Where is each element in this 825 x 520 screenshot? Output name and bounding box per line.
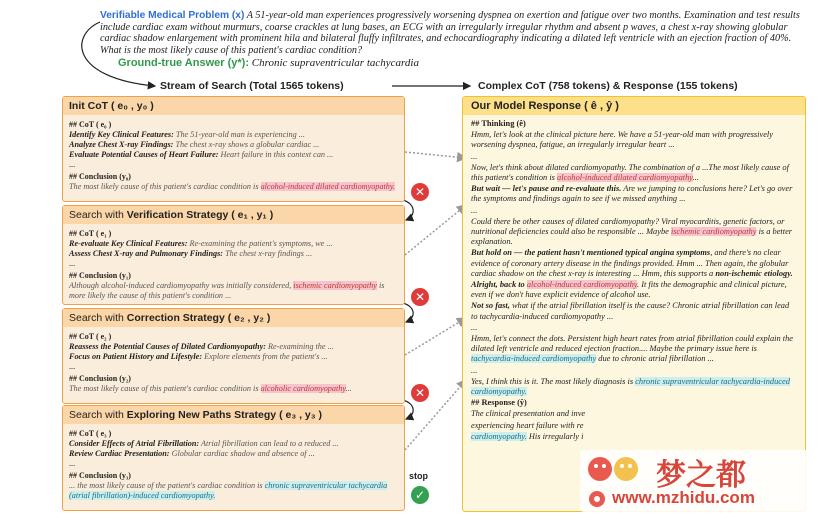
complex-title: Complex CoT (758 tokens) & Response (155 tokens) (478, 80, 738, 92)
watermark-emoji-icon (586, 454, 644, 489)
stream-title: Stream of Search (Total 1565 tokens) (160, 80, 344, 92)
problem-text: A 51-year-old man experiences progressively worsening dyspnea on exertion and fatigue over two months. Examination and test results include cardiac exam without murmurs, coarse crackles at lung bases, an ECG with an irregularly irregular rhythm and absent p waves, a chest x-ray showing globular cardiac shadow enlargement with prominent hila and bilateral fluffy infiltrates, and echocardiography indicating a dilated left ventricle with an ejection fraction of 40%. What is the most likely cause of this patient's cardiac condition? (100, 10, 800, 56)
model-response-box: Our Model Response ( ê , ŷ ) ## Thinking (ê) Hmm, let's look at the clinical picture here. We have a 51-year-old man with progressively worsening dyspnea, fatigue, an irregularly irregular heart ... ... Now, let's think about dilated cardiomyopathy. The combination of a ...The most likely cause of this patient's condition is alcohol-induced dilated cardiomyopathy... But wait — let's pause and re-evaluate this. Are we jumping to conclusions here? Let's go over the symptoms and findings again to see if we missed anything ... ... Could there be other causes of dilated cardiomyopathy? Viral myocarditis, genetic factors, or nutritional deficiencies could also be responsible ... Maybe ischemic cardiomyopathy is a better explanation. But hold on — the patient hasn't mentioned typical angina symptoms, and there's no clear evidence of coronary artery disease in the findings provided. Hmm ... Then again, the globular cardiac shadow on the chest x-ray is interesting ... Hmm, this supports a non-ischemic etiology. Alright, back to alcohol-induced cardiomyopathy. It fits the demographic and clinical picture, even if we don't have explicit evidence of alcohol use. Not so fast, what if the atrial fibrillation itself is the cause? Chronic atrial fibrillation can lead to tachycardia-induced cardiomyopathy ... ... Hmm, let's connect the dots. Persistent high heart rates from atrial fibrillation could explain the dilated left ventricle and reduced ejection fraction.... Maybe the primary issue here is tachycardia-induced cardiomyopathy due to chronic atrial fibrillation ... ... Yes, I think this is it. The most likely diagnosis is chronic supraventricular tachycardia-induced cardiomyopathy. ## Response (ŷ) The clinical presentation and inve experiencing heart failure with re cardiomyopathy. His irregularly i (462, 96, 806, 512)
gt-label: Ground-true Answer (y*): (118, 57, 249, 69)
conclusion-label: ## Conclusion (y₀) (69, 172, 131, 181)
gt-text: Chronic supraventricular tachycardia (251, 57, 419, 69)
box-title: Search with Verification Strategy ( e₁ , y₁ ) (63, 206, 404, 224)
box-exploring: Search with Exploring New Paths Strategy ( e₃ , y₃ ) ## CoT ( e₃ ) Consider Effects of Atrial Fibrillation: Atrial fibrillation can lead to a reduced ... Review Cardiac Presentation: Globular cardiac shadow and absence of ... ... ## Conclusion (y₃) ... the most likely cause of the patient's cardiac condition is chronic supraventricular tachycardia (atrial fibrillation)-induced cardiomyopathy. (62, 405, 405, 511)
problem-to-stream-arrow (82, 22, 155, 86)
response-label: ## Response (ŷ) (471, 398, 527, 408)
box-title: Init CoT ( e₀ , y₀ ) (63, 97, 404, 115)
box-title: Search with Correction Strategy ( e₂ , y₂ ) (63, 309, 404, 327)
box-verification: Search with Verification Strategy ( e₁ , y₁ ) ## CoT ( e₁ ) Re-evaluate Key Clinical Features: Re-examining the patient's symptoms, we ... Assess Chest X-ray and Pulmonary Findings: The chest x-ray findings ... ... ## Conclusion (y₁) Although alcohol-induced cardiomyopathy was initially considered, ischemic cardiomyopathy is more likely the cause of this patient's condition ... (62, 205, 405, 305)
wrong-icon: ✕ (411, 384, 429, 402)
wrong-icon: ✕ (411, 288, 429, 306)
watermark-url: www.mzhidu.com (612, 488, 755, 507)
wrong-icon: ✕ (411, 183, 429, 201)
box-title: Search with Exploring New Paths Strategy ( e₃ , y₃ ) (63, 406, 404, 424)
box-init-cot: Init CoT ( e₀ , y₀ ) ## CoT ( e₀ ) Identify Key Clinical Features: The 51-year-old man is experiencing ... Analyze Chest X-ray Findings: The chest x-ray shows a globular cardiac ... Evaluate Potential Causes of Heart Failure: Heart failure in this context can ... ... ## Conclusion (y₀) The most likely cause of this patient's cardiac condition is alcohol-induced dilated cardiomyopathy. (62, 96, 405, 202)
box-correction: Search with Correction Strategy ( e₂ , y₂ ) ## CoT ( e₂ ) Reassess the Potential Causes of Dilated Cardiomyopathy: Re-examining the ... Focus on Patient History and Lifestyle: Explore elements from the patient's ... ... ## Conclusion (y₂) The most likely cause of this patient's cardiac condition is alcoholic cardiomyopathy... (62, 308, 405, 404)
response-title: Our Model Response ( ê , ŷ ) (463, 97, 805, 115)
thinking-label: ## Thinking (ê) (471, 119, 526, 128)
watermark (580, 450, 818, 512)
check-icon: ✓ (411, 486, 429, 504)
watermark-circle-icon (588, 490, 606, 513)
stop-label: stop (409, 471, 428, 481)
problem-label: Verifiable Medical Problem (x) (100, 10, 245, 21)
watermark-logo: 梦之都 (656, 458, 746, 493)
cot-label: ## CoT ( e₀ ) (69, 120, 112, 129)
